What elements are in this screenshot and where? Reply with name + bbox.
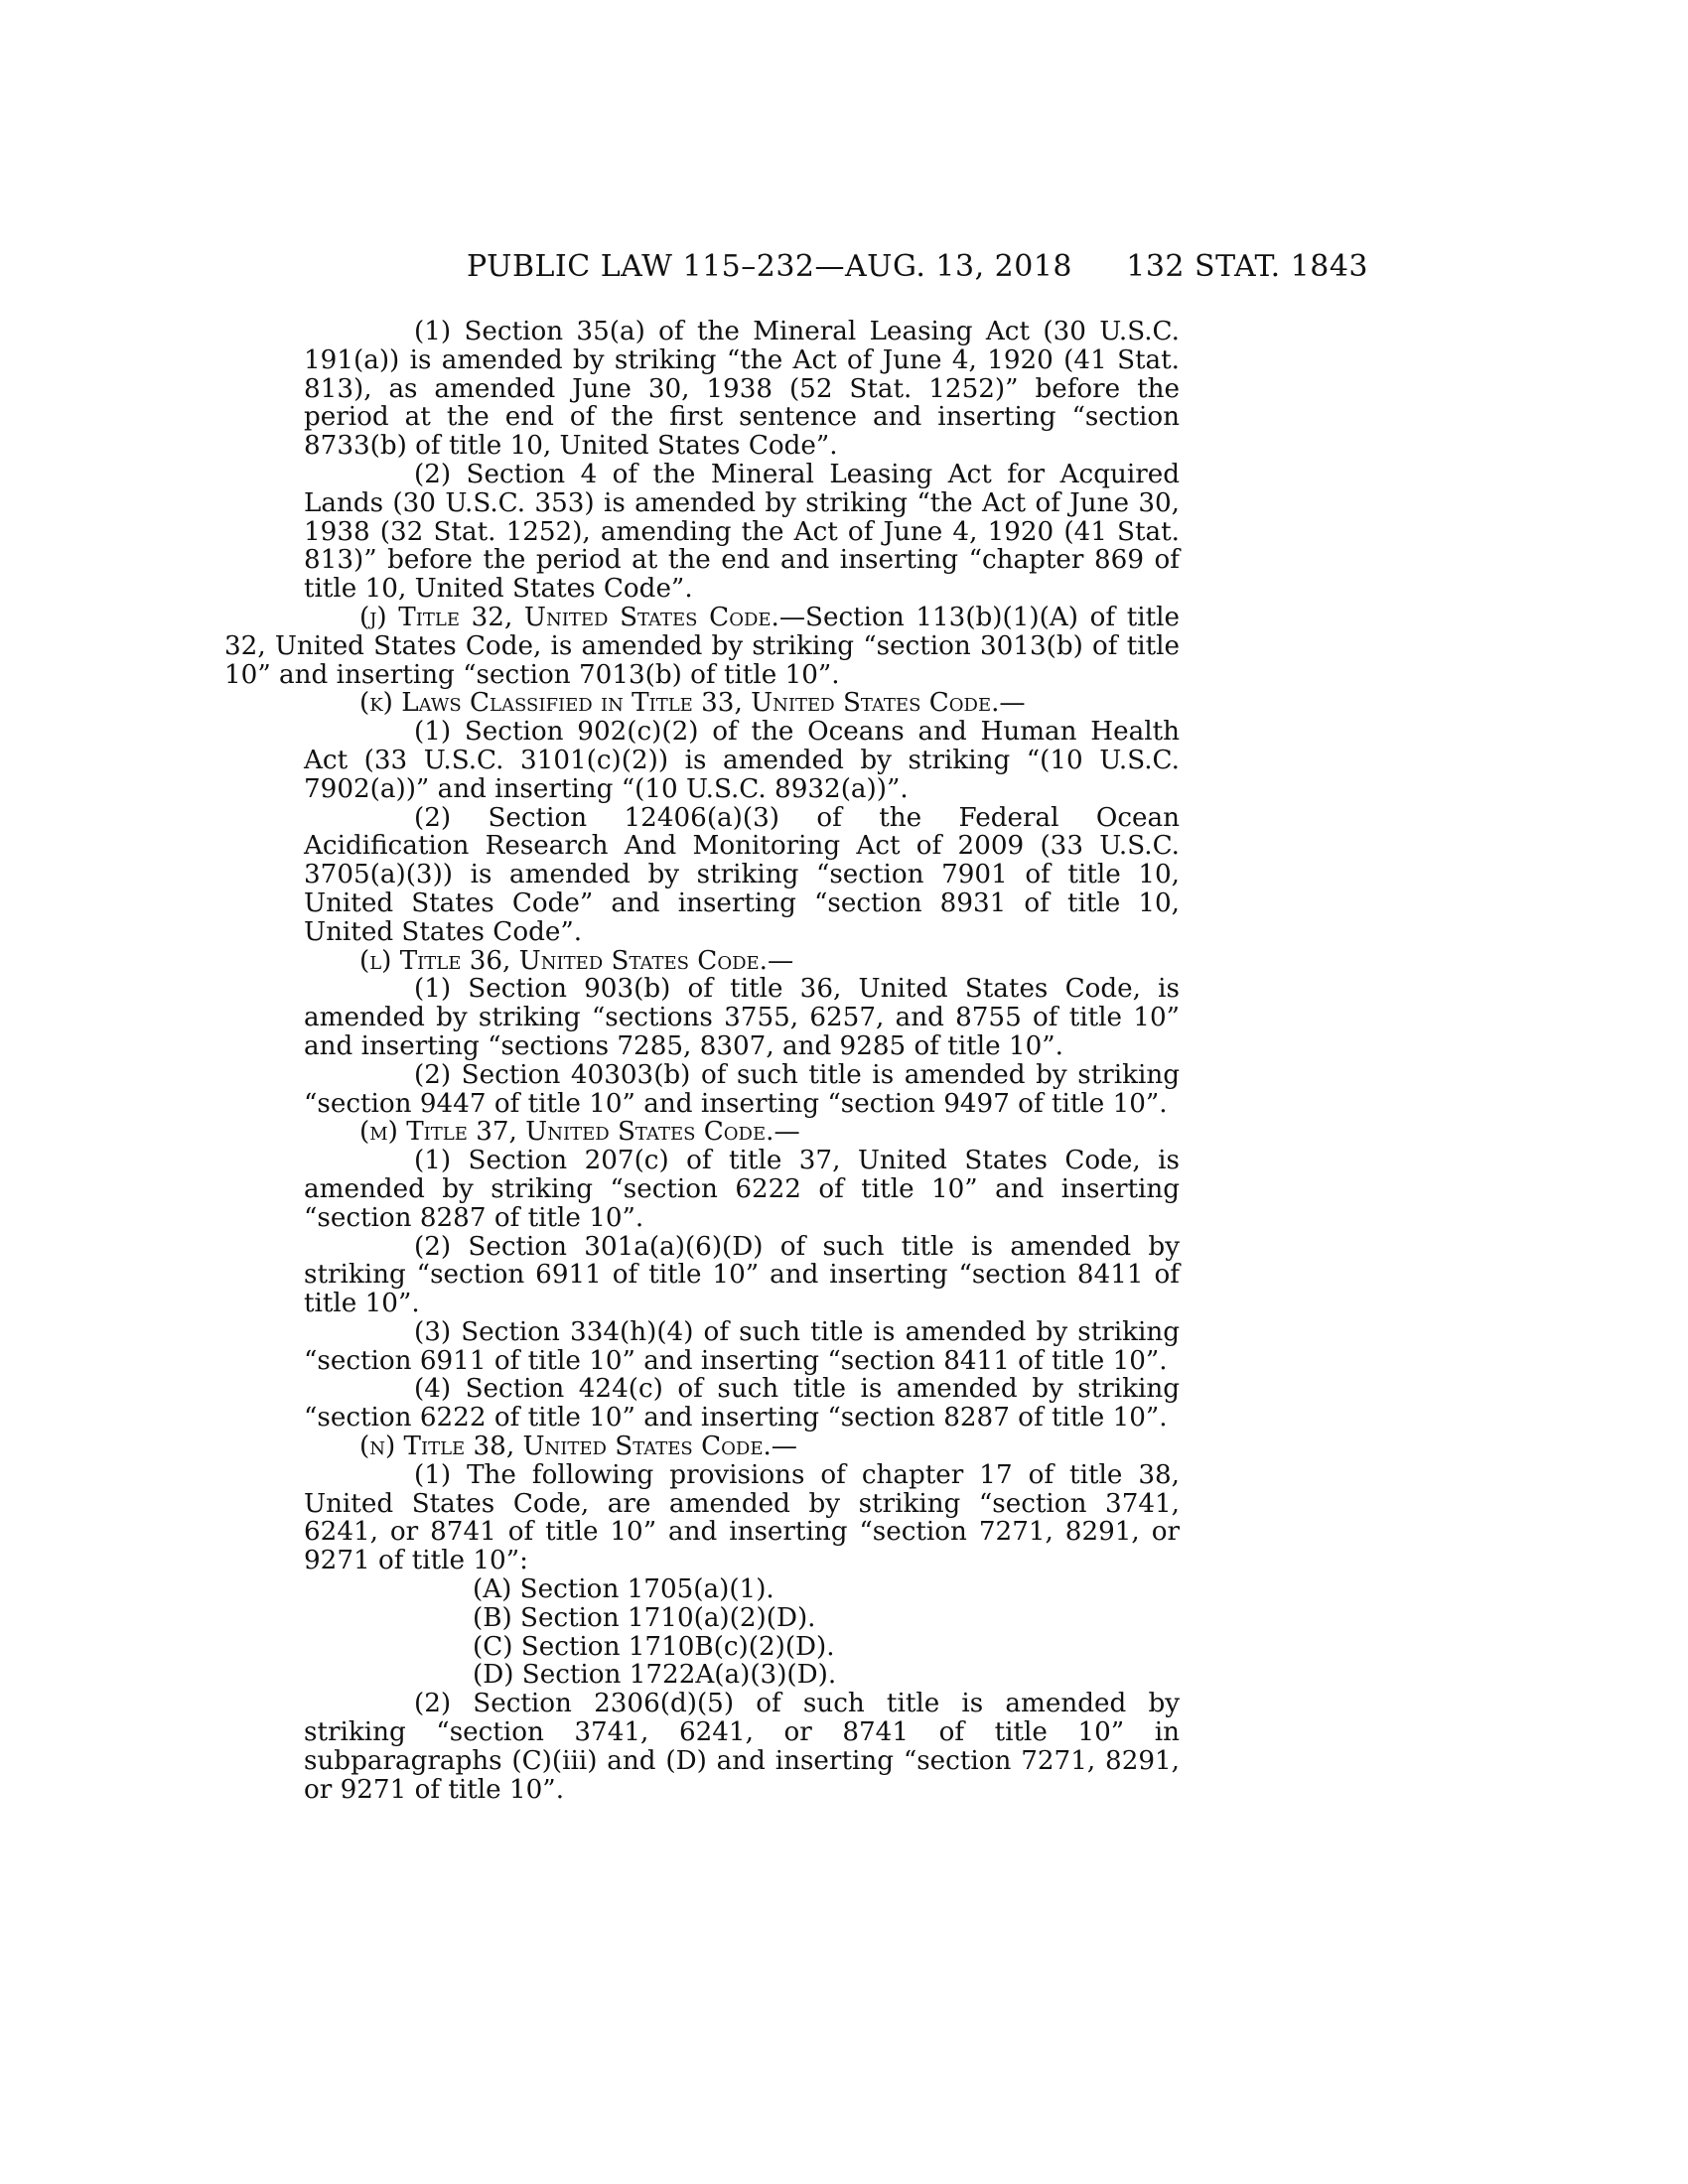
paragraph-text: (2) Section 12406(a)(3) of the Federal Ocean Acidification Research And Monitoring Act of 2009 (33 U.S.C. 3705(a)(3)) is amended by striking “section 7901 of title 10, United States Code” and inserting “section 8931 of title 10, United States Code”. <box>304 802 1180 947</box>
page-header <box>0 249 1688 289</box>
paragraph-k2 <box>304 804 1180 947</box>
paragraph-k1 <box>304 718 1180 803</box>
paragraph-text: (1) Section 903(b) of title 36, United States Code, is amended by striking “sections 3755, 6257, and 8755 of title 10” and inserting “sections 7285, 8307, and 9285 of title 10”. <box>304 974 1180 1061</box>
running-title: PUBLIC LAW 115–232—AUG. 13, 2018 <box>467 249 1073 284</box>
paragraph-l1 <box>304 975 1180 1060</box>
paragraph-text: (1) Section 207(c) of title 37, United States Code, is amended by striking “section 6222 of title 10” and inserting “section 8287 of title 10”. <box>304 1146 1180 1233</box>
section-n <box>304 1433 1180 1461</box>
paragraph-n2 <box>304 1690 1180 1804</box>
section-heading: (j) Title 32, United States Code.— <box>359 602 806 632</box>
list-item-text: (B) Section 1710(a)(2)(D). <box>473 1602 816 1633</box>
section-j <box>224 604 1180 689</box>
list-item-n1B <box>304 1604 1180 1633</box>
paragraph-text: (1) Section 902(c)(2) of the Oceans and Human Health Act (33 U.S.C. 3101(c)(2)) is amended by striking “(10 U.S.C. 7902(a))” and inserting “(10 U.S.C. 8932(a))”. <box>304 717 1180 804</box>
paragraph-n1 <box>304 1461 1180 1575</box>
list-item-text: (C) Section 1710B(c)(2)(D). <box>473 1631 835 1662</box>
statute-reference: 132 STAT. 1843 <box>1126 249 1368 284</box>
list-item-n1D <box>304 1661 1180 1690</box>
paragraph-text: (1) The following provisions of chapter 17 of title 38, United States Code, are amended by striking “section 3741, 6241, or 8741 of title 10” and inserting “section 7271, 8291, or 9271 of title 10”: <box>304 1459 1180 1576</box>
paragraph-l2 <box>304 1061 1180 1119</box>
paragraph-text: (2) Section 40303(b) of such title is amended by striking “section 9447 of title 10” and inserting “section 9497 of title 10”. <box>304 1059 1180 1119</box>
section-l <box>304 947 1180 976</box>
section-heading: (l) Title 36, United States Code.— <box>359 945 794 976</box>
paragraph-text: (2) Section 301a(a)(6)(D) of such title is amended by striking “section 6911 of title 10” and inserting “section 8411 of title 10”. <box>304 1231 1180 1319</box>
paragraph-text: (2) Section 2306(d)(5) of such title is amended by striking “section 3741, 6241, or 8741 of title 10” in subparagraphs (C)(iii) and (D) and inserting “section 7271, 8291, or 9271 of title 10”. <box>304 1689 1180 1805</box>
section-heading: (n) Title 38, United States Code.— <box>359 1432 797 1462</box>
paragraph-text: (2) Section 4 of the Mineral Leasing Act for Acquired Lands (30 U.S.C. 353) is amended by striking “the Act of June 30, 1938 (32 Stat. 1252), amending the Act of June 4, 1920 (41 Stat. 813)” before the period at the end and inserting “chapter 869 of title 10, United States Code”. <box>304 459 1180 605</box>
list-item-n1C <box>304 1633 1180 1662</box>
paragraph-i1 <box>304 318 1180 461</box>
section-heading: (m) Title 37, United States Code.— <box>359 1117 800 1148</box>
paragraph-m1 <box>304 1147 1180 1232</box>
paragraph-i2 <box>304 461 1180 604</box>
section-heading: (k) Laws Classified in Title 33, United States Code.— <box>359 688 1026 719</box>
paragraph-text: (1) Section 35(a) of the Mineral Leasing Act (30 U.S.C. 191(a)) is amended by striking “the Act of June 4, 1920 (41 Stat. 813), as amended June 30, 1938 (52 Stat. 1252)” before the period at the end of the first sentence and inserting “section 8733(b) of title 10, United States Code”. <box>304 317 1180 462</box>
list-item-text: (D) Section 1722A(a)(3)(D). <box>473 1660 837 1691</box>
section-m <box>304 1118 1180 1147</box>
document-body <box>224 317 1180 1805</box>
paragraph-text: (3) Section 334(h)(4) of such title is amended by striking “section 6911 of title 10” and inserting “section 8411 of title 10”. <box>304 1316 1180 1376</box>
section-text: Section 113(b)(1)(A) of title 32, United States Code, is amended by striking “section 3013(b) of title 10” and inserting “section 7013(b) of title 10”. <box>224 602 1180 690</box>
paragraph-m4 <box>304 1375 1180 1433</box>
section-k <box>304 689 1180 718</box>
paragraph-text: (4) Section 424(c) of such title is amended by striking “section 6222 of title 10” and inserting “section 8287 of title 10”. <box>304 1374 1180 1433</box>
list-item-text: (A) Section 1705(a)(1). <box>473 1574 774 1605</box>
list-item-n1A <box>304 1575 1180 1604</box>
paragraph-m2 <box>304 1233 1180 1318</box>
paragraph-m3 <box>304 1318 1180 1376</box>
